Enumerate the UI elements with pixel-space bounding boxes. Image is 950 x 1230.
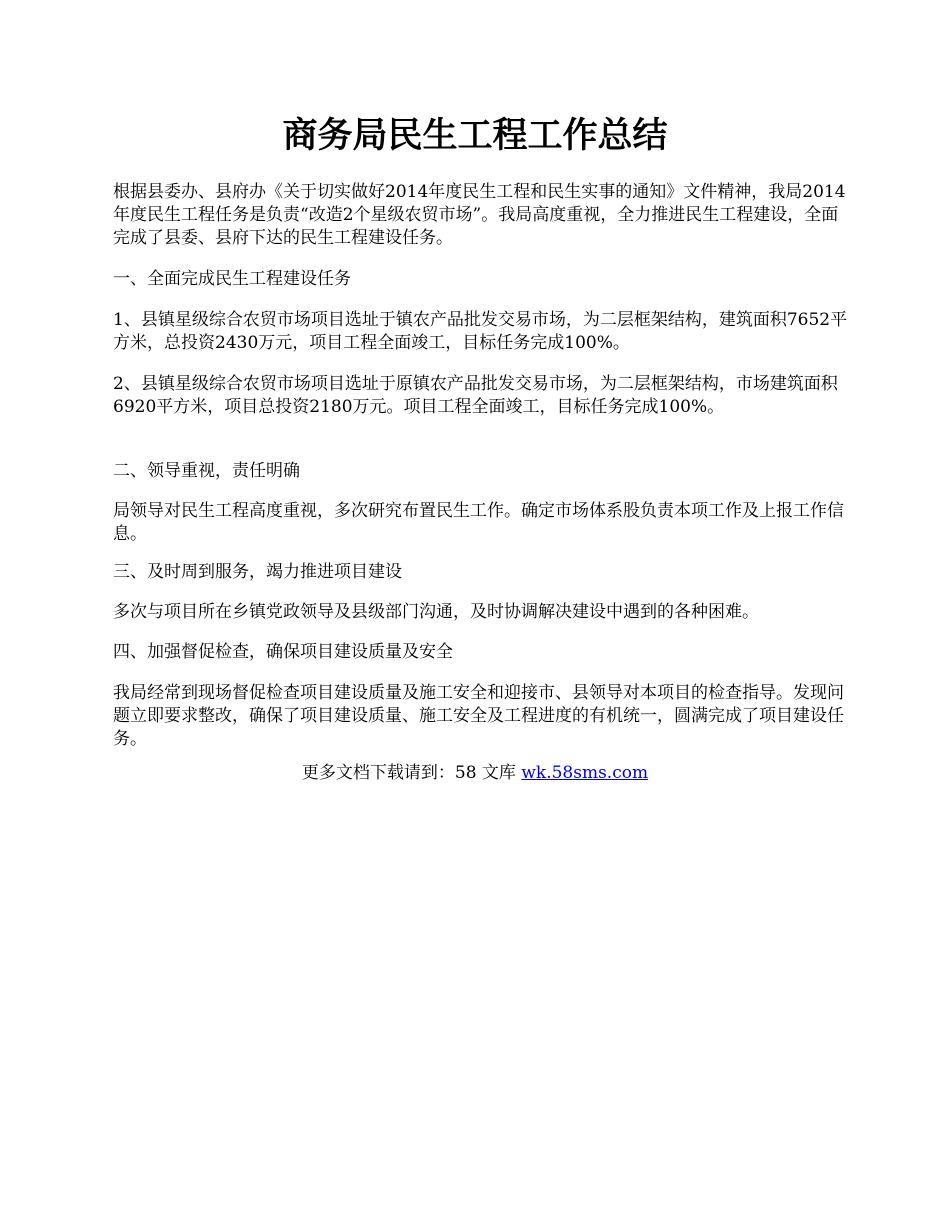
section-1-item-1: 1、县镇星级综合农贸市场项目选址于镇农产品批发交易市场，为二层框架结构，建筑面积7652平方米，总投资2430万元，项目工程全面竣工，目标任务完成100%。	[113, 310, 848, 353]
section-1-heading: 一、全面完成民生工程建设任务	[113, 269, 351, 289]
section-2-heading: 二、领导重视，责任明确	[113, 461, 300, 481]
section-1-item-2: 2、县镇星级综合农贸市场项目选址于原镇农产品批发交易市场，为二层框架结构，市场建筑面积6920平方米，项目总投资2180万元。项目工程全面竣工，目标任务完成100%。	[113, 374, 838, 417]
section-3-heading: 三、及时周到服务，竭力推进项目建设	[113, 562, 402, 582]
footer-link[interactable]: wk.58sms.com	[521, 763, 649, 783]
document-title: 商务局民生工程工作总结	[282, 115, 668, 156]
footer-prefix: 更多文档下载请到：58 文库	[301, 763, 522, 783]
section-3-body: 多次与项目所在乡镇党政领导及县级部门沟通，及时协调解决建设中遇到的各种困难。	[113, 602, 759, 622]
section-4-body: 我局经常到现场督促检查项目建设质量及施工安全和迎接市、县领导对本项目的检查指导。发现问题立即要求整改，确保了项目建设质量、施工安全及工程进度的有机统一，圆满完成了项目建设任务。	[113, 683, 844, 749]
section-2-body: 局领导对民生工程高度重视，多次研究布置民生工作。确定市场体系股负责本项工作及上报工作信息。	[113, 501, 844, 544]
footer-download-note	[0, 762, 950, 785]
intro-paragraph: 根据县委办、县府办《关于切实做好2014年度民生工程和民生实事的通知》文件精神，我局2014年度民生工程任务是负责“改造2个星级农贸市场”。我局高度重视，全力推进民生工程建设，全面完成了县委、县府下达的民生工程建设任务。	[113, 182, 846, 248]
section-4-heading: 四、加强督促检查，确保项目建设质量及安全	[113, 642, 453, 662]
